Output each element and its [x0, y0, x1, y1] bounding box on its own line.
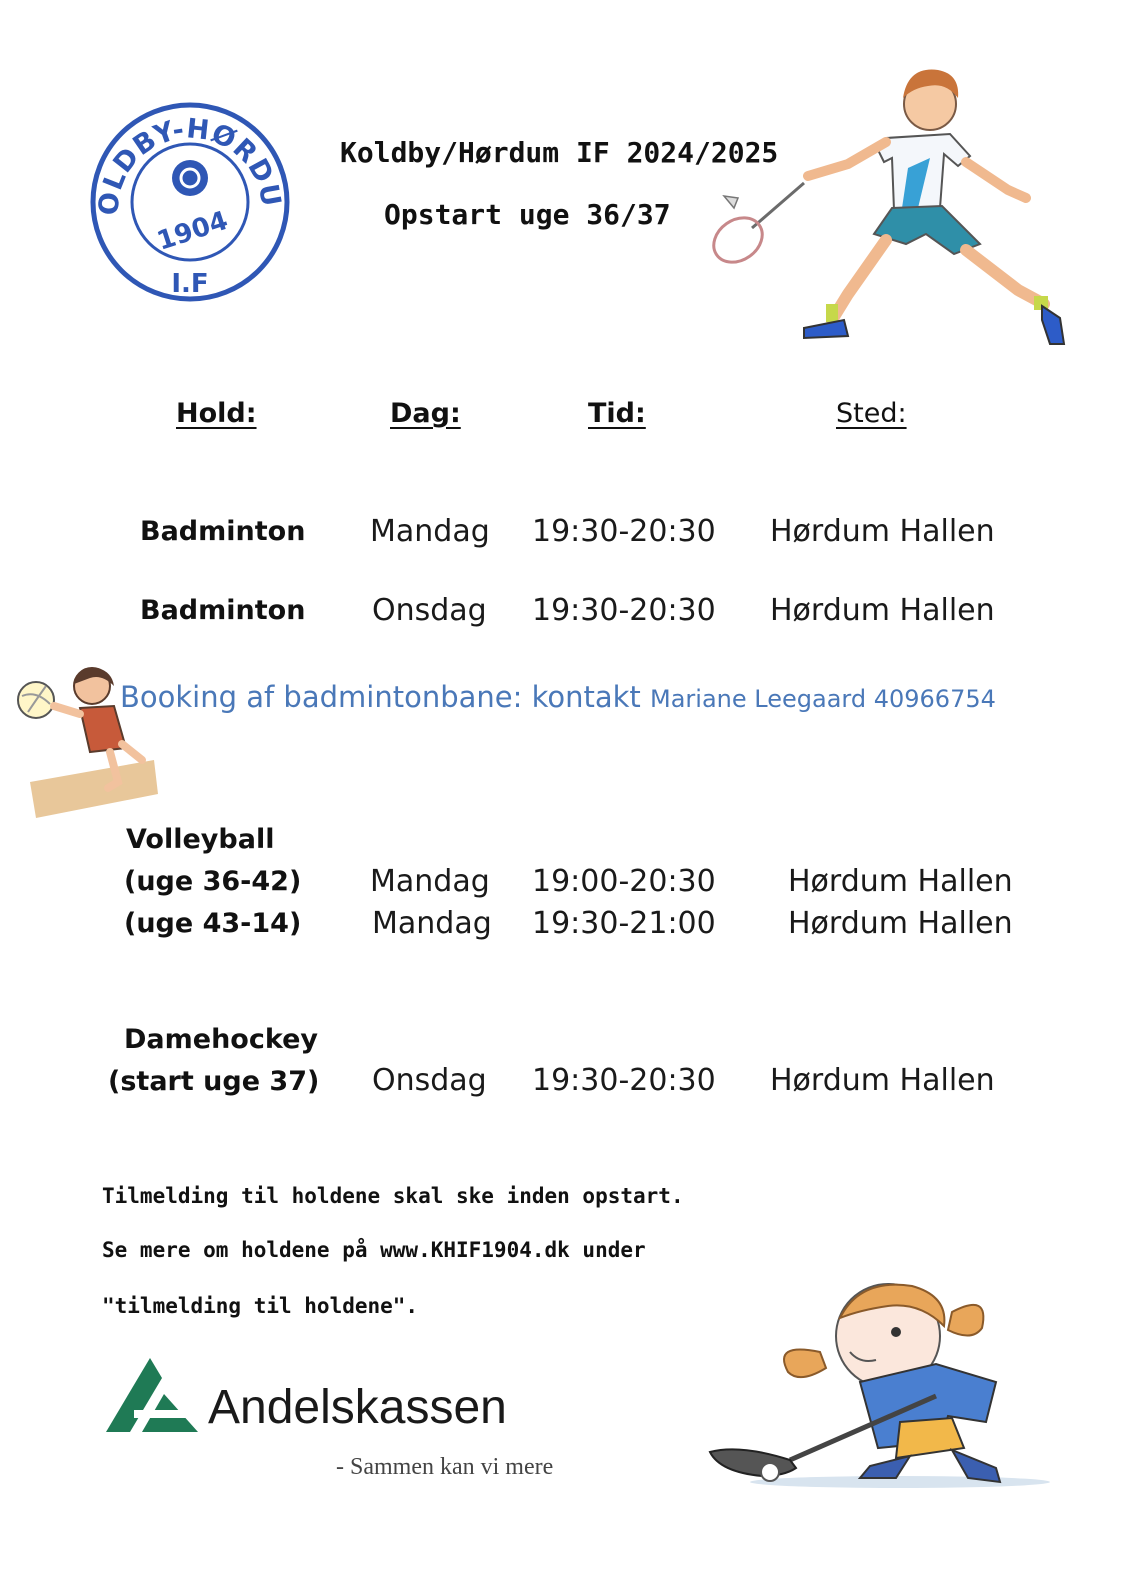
logo-top-text: OLDBY-HØRDU [93, 113, 287, 217]
badminton-player-icon [708, 58, 1078, 358]
team-name-badminton-2: Badminton [140, 595, 306, 626]
club-logo [88, 100, 292, 304]
place-cell: Hørdum Hallen [770, 593, 995, 628]
time-cell: 19:00-20:30 [532, 864, 716, 899]
sponsor-tagline: - Sammen kan vi mere [336, 1454, 554, 1480]
sponsor-logo-icon [104, 1356, 200, 1436]
time-cell: 19:30-20:30 [532, 1063, 716, 1098]
team-name-badminton: Badminton [140, 516, 306, 547]
logo-year: 1904 [153, 205, 232, 257]
column-header-hold: Hold: [176, 398, 257, 429]
svg-text:KOLDBY-HØRDUM [88, 100, 287, 216]
page-title: Koldby/Hørdum IF 2024/2025 [340, 136, 779, 169]
sponsor-name: Andelskassen [208, 1381, 507, 1434]
page-subtitle: Opstart uge 36/37 [384, 198, 671, 231]
time-cell: 19:30-20:30 [532, 593, 716, 628]
booking-text: Booking af badmintonbane: kontakt [120, 680, 641, 714]
column-header-tid: Tid: [588, 398, 646, 429]
volleyball-period: (uge 43-14) [124, 908, 302, 939]
day-cell: Mandag [372, 906, 492, 941]
time-cell: 19:30-21:00 [532, 906, 716, 941]
footer-line-2: Se mere om holdene på www.KHIF1904.dk under [102, 1238, 646, 1262]
damehockey-period: (start uge 37) [108, 1066, 320, 1097]
column-header-dag: Dag: [390, 398, 461, 429]
team-name-volleyball: Volleyball [126, 824, 275, 855]
day-cell: Mandag [370, 864, 490, 899]
day-cell: Mandag [370, 514, 490, 549]
place-cell: Hørdum Hallen [770, 1063, 995, 1098]
day-cell: Onsdag [372, 593, 487, 628]
place-cell: Hørdum Hallen [770, 514, 995, 549]
column-header-sted: Sted: [836, 398, 907, 429]
volleyball-period: (uge 36-42) [124, 866, 302, 897]
place-cell: Hørdum Hallen [788, 864, 1013, 899]
footer-line-3: "tilmelding til holdene". [102, 1294, 419, 1318]
logo-bottom-text: I.F [171, 269, 209, 299]
booking-info [120, 680, 996, 714]
place-cell: Hørdum Hallen [788, 906, 1013, 941]
time-cell: 19:30-20:30 [532, 514, 716, 549]
club-logo-seal [88, 100, 292, 304]
day-cell: Onsdag [372, 1063, 487, 1098]
footer-line-1: Tilmelding til holdene skal ske inden opstart. [102, 1184, 684, 1208]
team-name-damehockey: Damehockey [124, 1024, 318, 1055]
booking-contact: Mariane Leegaard 40966754 [650, 685, 996, 713]
hockey-player-icon [700, 1272, 1060, 1496]
